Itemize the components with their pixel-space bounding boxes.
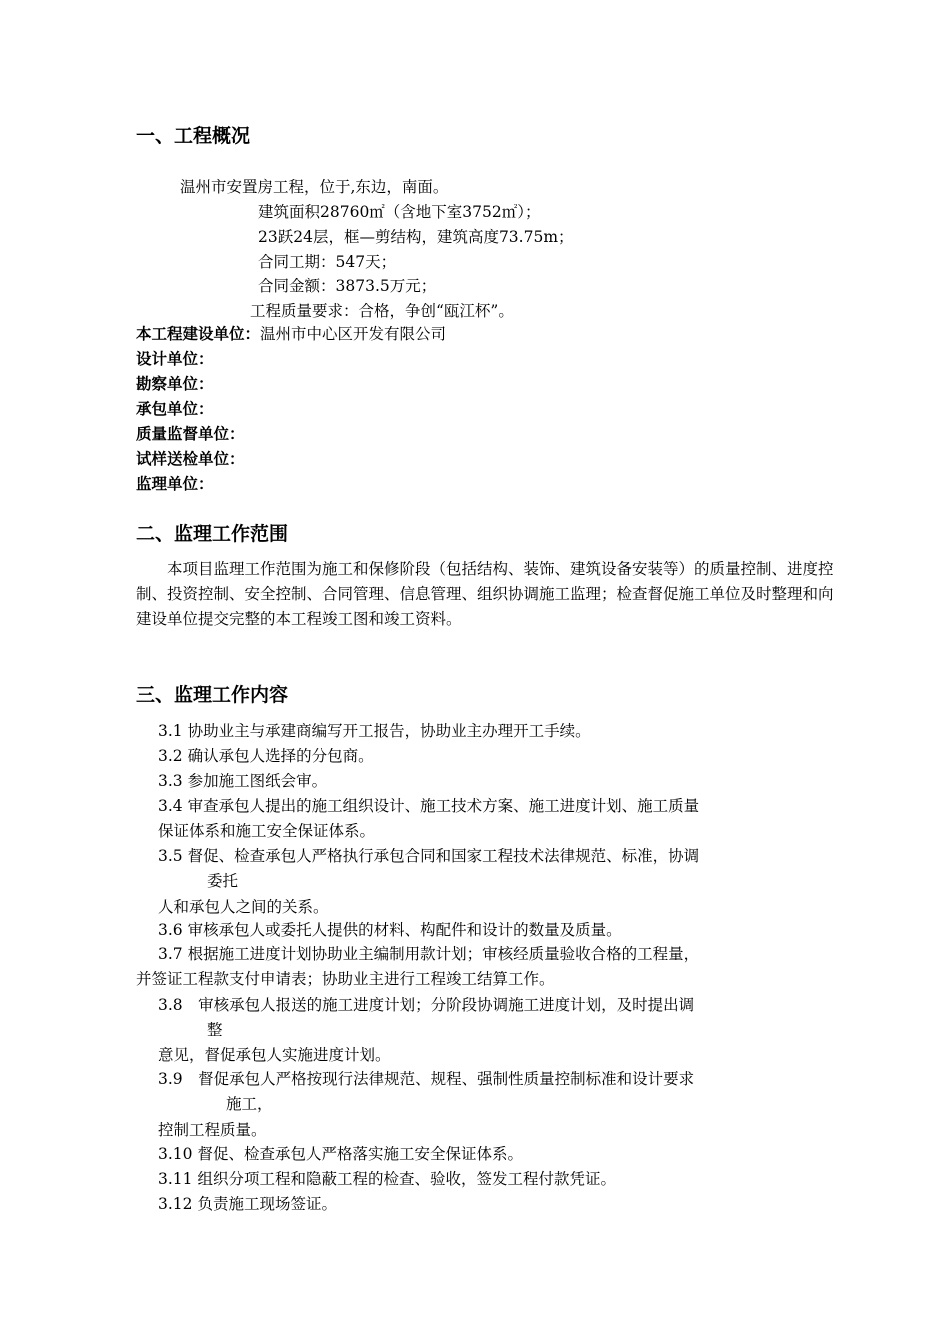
list-item: 3.12 负责施工现场签证。 <box>158 1195 337 1213</box>
unit-label: 质量监督单位： <box>136 425 245 443</box>
list-item-continuation: 施工， <box>226 1095 273 1113</box>
unit-label: 监理单位： <box>136 475 214 493</box>
unit-label: 试样送检单位： <box>136 450 245 468</box>
unit-value: 温州市中心区开发有限公司 <box>260 325 447 343</box>
unit-label: 勘察单位： <box>136 375 214 393</box>
list-item: 3.6 审核承包人或委托人提供的材料、构配件和设计的数量及质量。 <box>158 921 622 939</box>
list-item: 3.4 审查承包人提出的施工组织设计、施工技术方案、施工进度计划、施工质量 <box>158 797 700 815</box>
list-item: 3.2 确认承包人选择的分包商。 <box>158 747 374 765</box>
unit-contractor <box>136 398 214 420</box>
list-item: 3.11 组织分项工程和隐蔽工程的检查、验收，签发工程付款凭证。 <box>158 1170 616 1188</box>
unit-label: 设计单位： <box>136 350 214 368</box>
contract-amount: 合同金额：3873.5万元； <box>258 277 437 295</box>
unit-supervisor <box>136 473 214 495</box>
list-item: 3.7 根据施工进度计划协助业主编制用款计划；审核经质量验收合格的工程量， <box>158 945 700 963</box>
section2-title: 二、监理工作范围 <box>136 523 289 545</box>
list-item: 3.8 审核承包人报送的施工进度计划；分阶段协调施工进度计划，及时提出调 <box>158 996 695 1014</box>
list-item-continuation: 整 <box>207 1021 223 1039</box>
contract-period: 合同工期：547天； <box>258 253 397 271</box>
section2-paragraph: 本项目监理工作范围为施工和保修阶段（包括结构、装饰、建筑设备安装等）的质量控制、进度控制、投资控制、安全控制、合同管理、信息管理、组织协调施工监理；检查督促施工单位及时整理和向建设单位提交完整的本工程竣工图和竣工资料。 <box>136 560 834 628</box>
unit-survey <box>136 373 214 395</box>
list-item: 3.5 督促、检查承包人严格执行承包合同和国家工程技术法律规范、标准，协调 <box>158 847 700 865</box>
project-intro: 温州市安置房工程，位于,东边，南面。 <box>180 178 449 196</box>
section3-title: 三、监理工作内容 <box>136 684 289 706</box>
list-item: 3.10 督促、检查承包人严格落实施工安全保证体系。 <box>158 1145 523 1163</box>
list-item-continuation: 控制工程质量。 <box>158 1121 267 1139</box>
list-item: 3.9 督促承包人严格按现行法律规范、规程、强制性质量控制标准和设计要求 <box>158 1070 695 1088</box>
list-item-continuation: 并签证工程款支付申请表；协助业主进行工程竣工结算工作。 <box>136 970 555 988</box>
unit-owner <box>136 323 446 345</box>
section1-title: 一、工程概况 <box>136 125 251 147</box>
list-item-continuation: 保证体系和施工安全保证体系。 <box>158 822 376 840</box>
list-item-continuation: 委托 <box>207 872 239 890</box>
building-area: 建筑面积28760㎡（含地下室3752㎡）； <box>258 203 541 221</box>
building-floors: 23跃24层，框—剪结构，建筑高度73.75m； <box>258 228 574 246</box>
unit-label: 本工程建设单位： <box>136 325 261 343</box>
list-item-continuation: 人和承包人之间的关系。 <box>158 898 329 916</box>
list-item: 3.1 协助业主与承建商编写开工报告，协助业主办理开工手续。 <box>158 722 591 740</box>
list-item: 3.3 参加施工图纸会审。 <box>158 772 328 790</box>
unit-label: 承包单位： <box>136 400 214 418</box>
list-item-continuation: 意见，督促承包人实施进度计划。 <box>158 1046 391 1064</box>
unit-sample-testing <box>136 448 245 470</box>
unit-quality-supervision <box>136 423 245 445</box>
quality-requirement: 工程质量要求：合格，争创“瓯江杯”。 <box>250 302 514 320</box>
unit-design <box>136 348 214 370</box>
